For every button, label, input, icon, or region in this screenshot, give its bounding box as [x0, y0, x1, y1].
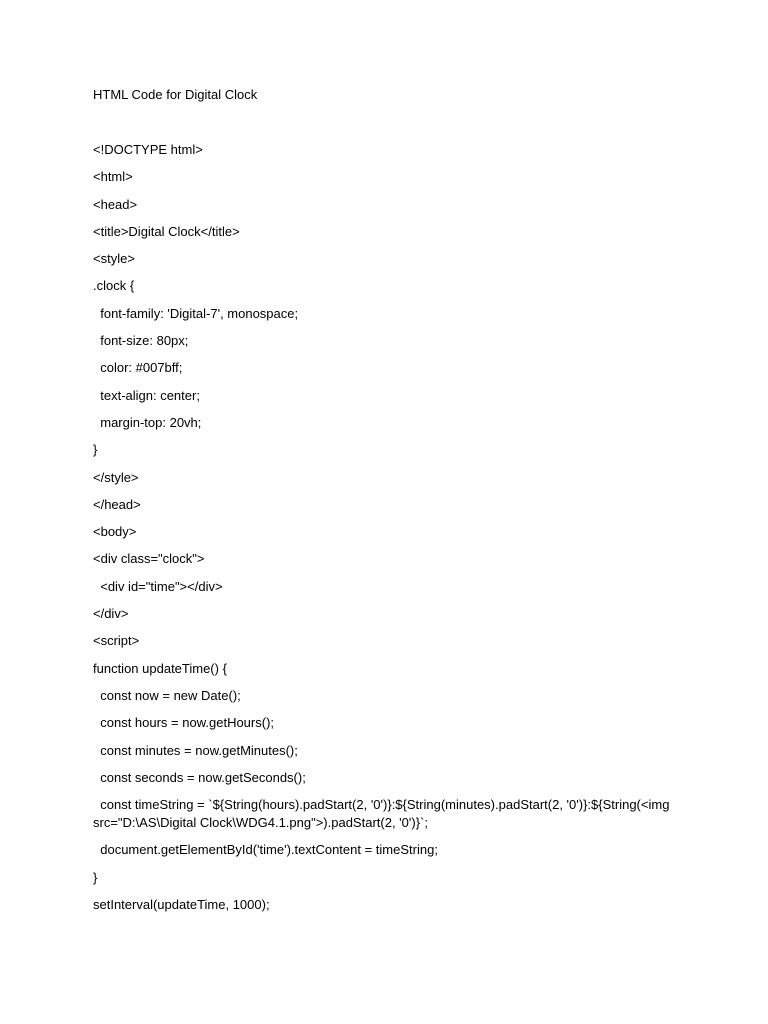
code-line: </style> [93, 469, 139, 485]
code-line: } [93, 442, 98, 458]
code-line: color: #007bff; [93, 360, 183, 376]
code-line: font-family: 'Digital-7', monospace; [93, 305, 299, 321]
code-line: setInterval(updateTime, 1000); [93, 897, 270, 913]
code-line: <style> [93, 251, 135, 267]
code-line: } [93, 869, 98, 885]
code-line: <body> [93, 524, 137, 540]
code-line: const seconds = now.getSeconds(); [93, 769, 306, 785]
code-line: function updateTime() { [93, 660, 227, 676]
code-line: <head> [93, 196, 138, 212]
code-line: margin-top: 20vh; [93, 414, 202, 430]
code-line: <title>Digital Clock</title> [93, 223, 240, 239]
code-line: .clock { [93, 278, 135, 294]
code-line: const timeString = `${String(hours).padStart(2, '0')}:${String(minutes).padStart(2, '0')}:${String(<img src="D:\AS\Digital Clock\WDG4.1.png">).padStart(2, '0')}`; [93, 797, 674, 831]
code-line: <html> [93, 169, 133, 185]
code-line: </div> [93, 606, 129, 622]
code-line: const minutes = now.getMinutes(); [93, 742, 298, 758]
code-line: document.getElementById('time').textContent = timeString; [93, 842, 438, 858]
code-line: text-align: center; [93, 387, 200, 403]
code-block [93, 141, 693, 923]
code-line: </head> [93, 496, 141, 512]
code-line: <div id="time"></div> [93, 578, 223, 594]
code-line: const now = new Date(); [93, 687, 241, 703]
code-line: <!DOCTYPE html> [93, 142, 203, 157]
code-line: const hours = now.getHours(); [93, 715, 275, 731]
code-line: <script> [93, 633, 140, 649]
code-line: font-size: 80px; [93, 333, 189, 349]
code-line: <div class="clock"> [93, 551, 205, 567]
document-title: HTML Code for Digital Clock [93, 87, 258, 102]
